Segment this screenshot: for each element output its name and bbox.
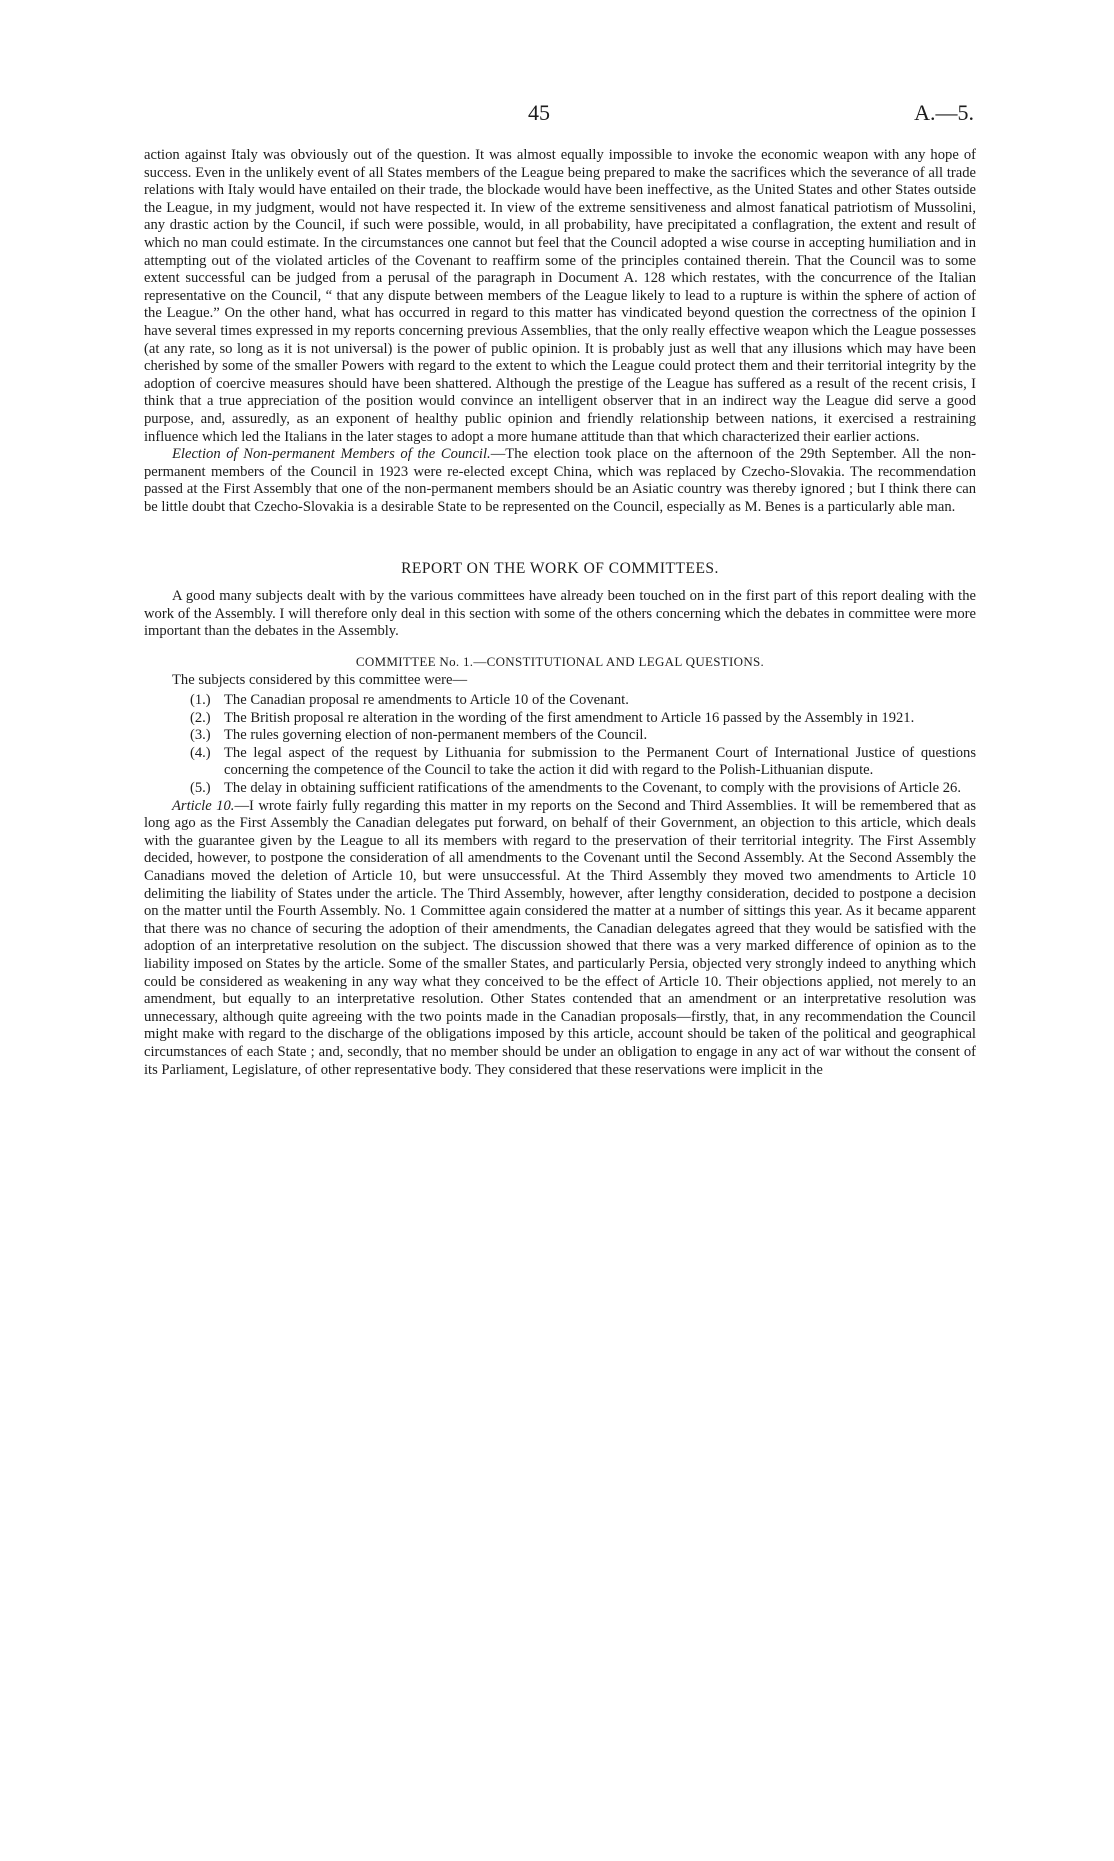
list-item-number: (1.) [190,692,211,709]
subjects-intro: The subjects considered by this committee were— [172,672,468,689]
list-item-number: (3.) [190,727,211,744]
list-item-text: The delay in obtaining sufficient ratifications of the amendments to the Covenant, to comply with the provisions of Article 26. [224,780,961,796]
committee-heading: COMMITTEE No. 1.—CONSTITUTIONAL AND LEGAL QUESTIONS. [355,653,765,669]
article-10-heading: Article 10. [172,797,235,814]
list-item [144,780,976,798]
subjects-list [144,692,976,798]
article-10-text: —I wrote fairly fully regarding this matter in my reports on the Second and Third Assemblies. It will be remembered that as long ago as the First Assembly the Canadian delegates put forward, on behalf of their Government, an objection to this article, which deals with the guarantee given by the League to all its members with regard to the preservation of their territorial integrity. The First Assembly decided, however, to postpone the consideration of all amendments to the Covenant until the Second Assembly. At the Second Assembly the Canadians moved the deletion of Article 10, but were unsuccessful. At the Third Assembly they moved two amendments to Article 10 delimiting the liability of States under the article. The Third Assembly, however, after lengthy consideration, decided to postpone a decision on the matter until the Fourth Assembly. No. 1 Committee again considered the matter at a number of sittings this year. As it became apparent that there was no chance of securing the adoption of their amendments, the Canadian delegates agreed that they would be satisfied with the adoption of an interpretative resolution on the subject. The discussion showed that there was a very marked difference of opinion as to the liability imposed on States by the article. Some of the smaller States, and particularly Persia, objected very strongly indeed to anything which could be considered as weakening in any way what they conceived to be the effect of Article 10. Their objections applied, not merely to an amendment, but equally to an interpretative resolution. Other States contended that an amendment or an interpretative resolution was unnecessary, although quite agreeing with the two points made in the Canadian proposals—firstly, that, in any recommendation the Council might make with regard to the discharge of the obligations imposed by this article, account should be taken of the political and geographical circumstances of each State ; and, secondly, that no member should be under an obligation to engage in any act of war without the consent of its Parliament, Legislature, of other representative body. They considered that these reservations were implicit in the [144,797,977,1078]
document-reference: A.—5. [914,100,974,125]
list-item [144,745,976,780]
paragraph-report-intro: A good many subjects dealt with by the various committees have already been touched on in the first part of this report dealing with the work of the Assembly. I will therefore only deal in this section with some of the others concerning which the debates in committee were more important than the debates in the Assembly. [144,588,976,640]
list-item-number: (5.) [190,780,211,796]
list-item-text: The legal aspect of the request by Lithuania for submission to the Permanent Court of International Justice of questions concerning the competence of the Council to take the action it did with regard to the Polish-Lithuanian dispute. [224,744,976,779]
section-heading-report: REPORT ON THE WORK OF COMMITTEES. [401,560,719,578]
page-number: 45 [528,100,550,125]
list-item [144,692,976,710]
election-text: —The election took place on the afternoon of the 29th September. All the non-permanent members of the Council in 1923 were re-elected except China, which was replaced by Czecho-Slovakia. The recommendation passed at the First Assembly that one of the non-permanent members should be an Asiatic country was thereby ignored ; but I think there can be little doubt that Czecho-Slovakia is a desirable State to be represented on the Council, especially as M. Benes is a particularly able man. [144,446,976,515]
list-item-text: The British proposal re alteration in the wording of the first amendment to Article 16 passed by the Assembly in 1921. [224,709,915,726]
list-item [144,710,976,728]
paragraph-italy: action against Italy was obviously out of the question. It was almost equally impossible to invoke the economic weapon with any hope of success. Even in the unlikely event of all States members of the League being prepared to make the sacrifices which the severance of all trade relations with Italy would have entailed on their trade, the blockade would have been ineffective, as the United States and other States outside the League, in my judgment, would not have respected it. In view of the extreme sensitiveness and almost fanatical patriotism of Mussolini, any drastic action by the Council, if such were possible, would, in all probability, have precipitated a conflagration, the extent and result of which no man could estimate. In the circumstances one cannot but feel that the Council adopted a wise course in accepting humiliation and in attempting out of the violated articles of the Covenant to reaffirm some of the principles contained therein. That the Council was to some extent successful can be judged from a perusal of the paragraph in Document A. 128 which restates, with the concurrence of the Italian representative on the Council, “ that any dispute between members of the League likely to lead to a rupture is within the sphere of action of the League.” On the other hand, what has occurred in regard to this matter has vindicated beyond question the correctness of the opinion I have several times expressed in my reports concerning previous Assemblies, that the only really effective weapon which the League possesses (at any rate, so long as it is not universal) is the power of public opinion. It is probably just as well that any illusions which may have been cherished by some of the smaller Powers with regard to the extent to which the League could protect them and their territorial integrity by the adoption of coercive measures should have been shattered. Although the prestige of the League has suffered as a result of the recent crisis, I think that a true appreciation of the position would convince an intelligent observer that in an indirect way the League did serve a good purpose, and, assuredly, as an exponent of healthy public opinion and friendly relationship between nations, it exercised a restraining influence which led the Italians in the later stages to adopt a more humane attitude than that which characterized their earlier actions. [144,147,976,445]
list-item [144,727,976,745]
list-item-text: The rules governing election of non-permanent members of the Council. [224,727,648,744]
document-body [144,147,976,1079]
list-item-text: The Canadian proposal re amendments to Article 10 of the Covenant. [224,692,629,709]
list-item-number: (2.) [190,709,211,726]
list-item-number: (4.) [190,744,211,761]
paragraph-election [144,446,976,516]
election-heading: Election of Non-permanent Members of the Council. [172,446,491,463]
paragraph-article-10 [144,798,976,1080]
